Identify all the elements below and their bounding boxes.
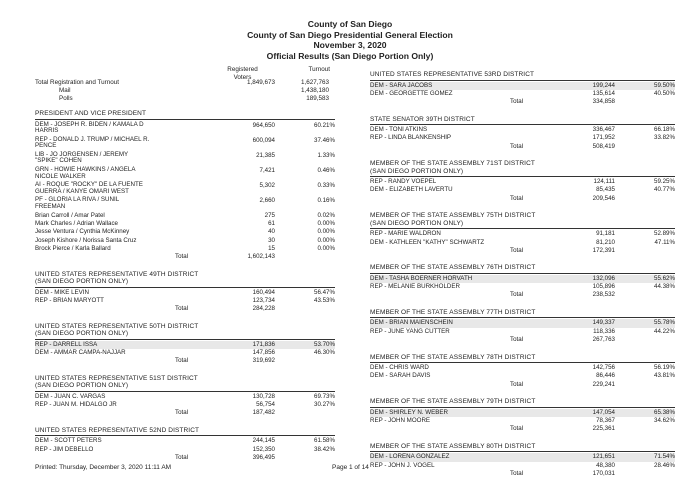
candidate-votes: 85,435 (596, 186, 615, 194)
candidate-percent: 0.16% (317, 197, 335, 205)
candidate-votes: 15 (268, 244, 275, 252)
candidate-percent: 0.00% (317, 219, 335, 227)
candidate-votes: 130,728 (252, 392, 275, 400)
total-row (35, 454, 335, 463)
right-column (370, 71, 675, 487)
candidate-votes: 123,734 (252, 296, 275, 304)
candidate-percent: 55.62% (654, 274, 675, 282)
contest-section (370, 212, 675, 255)
contest-section (370, 160, 675, 203)
candidate-name: PF - GLORIA LA RIVA / SUNIL FREEMAN (35, 196, 120, 211)
candidate-votes: 118,336 (593, 327, 615, 335)
candidate-row (370, 319, 675, 327)
candidate-row (370, 372, 675, 380)
candidate-name: REP - JOHN J. VOGEL (370, 461, 435, 469)
candidate-votes: 152,350 (252, 445, 275, 453)
candidate-votes: 275 (264, 211, 275, 219)
total-row (370, 425, 675, 434)
candidate-name: DEM - SCOTT PETERS (35, 437, 102, 445)
total-votes: 229,241 (592, 380, 615, 388)
candidate-name: DEM - LORENA GONZALEZ (370, 453, 450, 461)
total-row (370, 195, 675, 204)
candidate-row (370, 126, 675, 134)
candidate-name: REP - MARIE WALDRON (370, 230, 441, 238)
candidate-row (35, 245, 335, 253)
total-label: Total (175, 357, 189, 365)
candidate-name: DEM - JOSEPH R. BIDEN / KAMALA D HARRIS (35, 120, 144, 135)
candidate-row (370, 90, 675, 98)
total-row (370, 470, 675, 479)
total-row (35, 409, 335, 418)
candidate-row (35, 228, 335, 236)
total-row (35, 253, 335, 262)
candidate-row (370, 186, 675, 194)
candidate-name: REP - DARRELL ISSA (35, 340, 98, 348)
candidate-percent: 0.02% (317, 211, 335, 219)
total-votes: 172,391 (592, 246, 615, 254)
total-votes: 319,692 (252, 357, 275, 365)
candidate-percent: 40.50% (654, 89, 675, 97)
candidate-percent: 43.53% (314, 296, 335, 304)
contest-section (35, 110, 335, 262)
contest-title: MEMBER OF THE STATE ASSEMBLY 79TH DISTRICT (370, 398, 675, 408)
candidate-votes: 61 (268, 219, 275, 227)
candidate-percent: 28.46% (654, 461, 675, 469)
contest-section (35, 375, 335, 418)
candidate-row (370, 364, 675, 372)
contest-title: MEMBER OF THE STATE ASSEMBLY 76TH DISTRICT (370, 264, 675, 274)
candidate-name: DEM - SARAH DAVIS (370, 372, 431, 380)
registered-voters-header: Registered Voters (227, 66, 258, 81)
turnout-value: 189,583 (306, 95, 329, 102)
candidate-percent: 53.70% (314, 340, 335, 348)
contest-title: MEMBER OF THE STATE ASSEMBLY 75TH DISTRICT (SAN DIEGO PORTION ONLY) (370, 212, 675, 229)
candidate-votes: 142,756 (592, 364, 615, 372)
total-label: Total (510, 194, 524, 202)
candidate-percent: 65.38% (654, 408, 675, 416)
report-header (0, 19, 700, 61)
candidate-name: GRN - HOWIE HAWKINS / ANGELA NICOLE WALKER (35, 166, 136, 180)
candidate-percent: 59.25% (654, 178, 675, 186)
total-row (370, 143, 675, 152)
total-label: Total (510, 425, 524, 433)
candidate-votes: 5,302 (259, 182, 275, 190)
candidate-name: Joseph Kishore / Norissa Santa Cruz (35, 236, 137, 244)
candidate-name: REP - DONALD J. TRUMP / MICHAEL R. PENCE (35, 135, 150, 150)
candidate-row (35, 121, 335, 136)
election-title: County of San Diego Presidential General Election (247, 29, 453, 40)
candidate-row (370, 462, 675, 470)
left-contests (35, 110, 335, 462)
candidate-row (370, 417, 675, 425)
turnout-header: Turnout (308, 66, 330, 73)
contest-title: UNITED STATES REPRESENTATIVE 52ND DISTRICT (35, 427, 335, 437)
total-votes: 187,482 (252, 409, 275, 417)
contest-section (35, 427, 335, 463)
candidate-name: Brock Pierce / Karla Ballard (35, 244, 111, 252)
candidate-votes: 147,054 (592, 408, 615, 416)
candidate-row (370, 409, 675, 417)
total-label: Total (510, 98, 524, 106)
candidate-row (370, 82, 675, 90)
candidate-name: DEM - JUAN C. VARGAS (35, 392, 106, 400)
candidate-votes: 91,181 (596, 230, 615, 238)
contest-title: STATE SENATOR 39TH DISTRICT (370, 116, 675, 126)
printed-timestamp: Printed: Thursday, December 3, 2020 11:11 AM (35, 464, 172, 471)
total-row (370, 247, 675, 256)
candidate-votes: 48,380 (596, 461, 615, 469)
candidate-name: REP - BRIAN MARYOTT (35, 296, 104, 304)
contest-section (370, 443, 675, 479)
candidate-percent: 55.78% (654, 319, 675, 327)
candidate-votes: 199,244 (592, 81, 615, 89)
candidate-name: DEM - TONI ATKINS (370, 126, 428, 134)
total-votes: 1,602,143 (247, 253, 275, 261)
candidate-name: DEM - ELIZABETH LAVERTU (370, 186, 453, 194)
total-label: Total (510, 469, 524, 477)
candidate-name: DEM - SHIRLEY N. WEBER (370, 408, 448, 416)
candidate-row (35, 446, 335, 454)
contest-title: MEMBER OF THE STATE ASSEMBLY 78TH DISTRICT (370, 354, 675, 364)
page-number: Page 1 of 14 (332, 464, 369, 471)
candidate-percent: 56.19% (654, 364, 675, 372)
candidate-votes: 21,385 (256, 151, 275, 159)
candidate-percent: 60.21% (314, 121, 335, 129)
candidate-row (35, 220, 335, 228)
candidate-votes: 124,111 (593, 178, 615, 186)
candidate-percent: 44.38% (654, 283, 675, 291)
total-votes: 170,031 (592, 469, 615, 477)
candidate-percent: 40.77% (654, 186, 675, 194)
candidate-row (370, 230, 675, 238)
contest-section (370, 354, 675, 390)
total-label: Total (510, 291, 524, 299)
candidate-name: DEM - TASHA BOERNER HORVATH (370, 274, 473, 282)
contest-section (370, 398, 675, 434)
candidate-row (370, 328, 675, 336)
candidate-row (370, 134, 675, 142)
candidate-row (370, 283, 675, 291)
candidate-votes: 2,660 (259, 197, 275, 205)
candidate-votes: 171,952 (592, 134, 615, 142)
left-column (35, 66, 335, 471)
contest-title: UNITED STATES REPRESENTATIVE 53RD DISTRICT (370, 71, 675, 81)
contest-title: UNITED STATES REPRESENTATIVE 50TH DISTRICT (SAN DIEGO PORTION ONLY) (35, 323, 335, 340)
candidate-name: REP - JIM DEBELLO (35, 445, 94, 453)
candidate-percent: 59.50% (654, 81, 675, 89)
candidate-row (35, 166, 335, 181)
candidate-votes: 121,651 (592, 453, 615, 461)
registered-voters-value: 1,849,673 (246, 79, 275, 86)
candidate-name: DEM - GEORGETTE GÓMEZ (370, 89, 453, 97)
total-votes: 508,419 (592, 142, 615, 150)
total-votes: 209,546 (592, 194, 615, 202)
candidate-votes: 30 (268, 236, 275, 244)
candidate-name: REP - LINDA BLANKENSHIP (370, 134, 452, 142)
candidate-row (35, 349, 335, 357)
total-label: Total (175, 409, 189, 417)
candidate-votes: 964,650 (252, 121, 275, 129)
candidate-name: Jesse Ventura / Cynthia McKinney (35, 228, 130, 236)
candidate-name: DEM - MIKE LEVIN (35, 288, 89, 296)
candidate-row (35, 196, 335, 211)
candidate-name: DEM - BRIAN MAIENSCHEIN (370, 319, 453, 327)
candidate-votes: 78,367 (596, 416, 615, 424)
candidate-votes: 171,836 (252, 340, 275, 348)
candidate-percent: 38.42% (314, 445, 335, 453)
contest-section (35, 323, 335, 366)
candidate-votes: 81,210 (596, 238, 615, 246)
candidate-percent: 46.30% (314, 349, 335, 356)
contest-title: UNITED STATES REPRESENTATIVE 51ST DISTRICT (SAN DIEGO PORTION ONLY) (35, 375, 335, 392)
candidate-row (370, 453, 675, 461)
candidate-percent: 0.00% (317, 244, 335, 252)
candidate-row (35, 393, 335, 401)
candidate-name: DEM - KATHLEEN "KATHY" SCHWARTZ (370, 238, 485, 246)
contest-title: MEMBER OF THE STATE ASSEMBLY 77TH DISTRICT (370, 309, 675, 319)
registration-label: Mail (59, 87, 71, 94)
candidate-row (35, 437, 335, 445)
candidate-name: REP - RANDY VOEPEL (370, 178, 437, 186)
candidate-name: LIB - JO JORGENSEN / JEREMY "SPIKE" COHEN (35, 150, 129, 165)
contest-section (370, 264, 675, 300)
contest-section (370, 309, 675, 345)
candidate-votes: 86,446 (596, 372, 615, 380)
candidate-row (35, 237, 335, 245)
total-label: Total (510, 380, 524, 388)
results-subtitle: Official Results (San Diego Portion Only) (266, 50, 434, 61)
total-label: Total (175, 305, 189, 313)
total-row (370, 98, 675, 107)
candidate-percent: 1.33% (317, 151, 335, 159)
total-votes: 396,495 (252, 453, 275, 461)
candidate-name: DEM - CHRIS WARD (370, 364, 429, 372)
candidate-percent: 33.82% (654, 134, 675, 142)
candidate-row (35, 297, 335, 305)
candidate-name: AI - ROQUE "ROCKY" DE LA FUENTE GUERRA / KANYE OMARI WEST (35, 181, 143, 195)
registration-row (35, 87, 335, 95)
contest-section (370, 116, 675, 152)
candidate-percent: 61.58% (314, 437, 335, 445)
total-votes: 284,228 (252, 305, 275, 313)
registration-row (35, 95, 335, 103)
candidate-row (35, 181, 335, 196)
turnout-value: 1,627,763 (300, 79, 329, 86)
candidate-row (35, 401, 335, 409)
contest-title: PRESIDENT AND VICE PRESIDENT (35, 110, 335, 120)
candidate-name: REP - JUAN M. HIDALGO JR (35, 401, 117, 409)
total-label: Total (175, 453, 189, 461)
total-label: Total (510, 336, 524, 344)
contest-section (35, 271, 335, 314)
total-label: Total (510, 142, 524, 150)
total-row (370, 291, 675, 300)
candidate-votes: 105,896 (592, 283, 615, 291)
candidate-row (370, 178, 675, 186)
candidate-name: REP - MELANIE BURKHOLDER (370, 283, 460, 291)
candidate-percent: 34.62% (654, 416, 675, 424)
candidate-name: Mark Charles / Adrian Wallace (35, 219, 118, 227)
candidate-percent: 30.27% (314, 401, 335, 409)
candidate-row (370, 275, 675, 283)
registration-label: Total Registration and Turnout (35, 79, 120, 86)
candidate-row (35, 151, 335, 166)
candidate-percent: 47.11% (654, 238, 675, 246)
total-label: Total (175, 253, 189, 261)
registration-row (35, 79, 335, 87)
candidate-votes: 7,421 (259, 167, 275, 175)
total-votes: 267,763 (592, 336, 615, 344)
candidate-name: DEM - SARA JACOBS (370, 81, 433, 89)
candidate-percent: 0.33% (317, 182, 335, 190)
candidate-votes: 160,494 (252, 288, 275, 296)
candidate-row (370, 239, 675, 247)
candidate-row (35, 289, 335, 297)
total-votes: 238,532 (592, 291, 615, 299)
candidate-votes: 147,856 (252, 349, 275, 356)
contest-title: UNITED STATES REPRESENTATIVE 49TH DISTRICT (SAN DIEGO PORTION ONLY) (35, 271, 335, 288)
registration-label: Polls (59, 95, 73, 102)
total-row (370, 381, 675, 390)
candidate-percent: 44.22% (654, 327, 675, 335)
candidate-votes: 336,467 (592, 126, 615, 134)
candidate-name: REP - JUNE YANG CUTTER (370, 327, 450, 335)
candidate-percent: 37.46% (314, 136, 335, 144)
candidate-percent: 0.00% (317, 236, 335, 244)
candidate-votes: 40 (268, 228, 275, 236)
candidate-percent: 56.47% (314, 288, 335, 296)
candidate-votes: 244,145 (252, 437, 275, 445)
candidate-row (35, 341, 335, 349)
candidate-percent: 69.73% (314, 392, 335, 400)
county-title: County of San Diego (307, 19, 393, 29)
election-date: November 3, 2020 (313, 40, 387, 50)
candidate-percent: 43.81% (654, 372, 675, 380)
contest-section (370, 71, 675, 107)
total-label: Total (510, 246, 524, 254)
contest-title: MEMBER OF THE STATE ASSEMBLY 71ST DISTRICT (SAN DIEGO PORTION ONLY) (370, 160, 675, 177)
total-votes: 334,858 (592, 98, 615, 106)
candidate-votes: 149,337 (592, 319, 615, 327)
candidate-row (35, 212, 335, 220)
total-votes: 225,361 (592, 425, 615, 433)
right-contests (370, 71, 675, 478)
total-row (35, 305, 335, 314)
candidate-percent: 52.89% (654, 230, 675, 238)
candidate-name: REP - JOHN MOORE (370, 416, 431, 424)
candidate-name: Brian Carroll / Amar Patel (35, 211, 105, 219)
candidate-percent: 66.18% (654, 126, 675, 134)
total-row (35, 357, 335, 366)
candidate-votes: 132,096 (592, 274, 615, 282)
contest-title: MEMBER OF THE STATE ASSEMBLY 80TH DISTRICT (370, 443, 675, 453)
registration-block (35, 66, 335, 110)
candidate-votes: 135,614 (592, 89, 615, 97)
candidate-percent: 71.54% (654, 453, 675, 461)
candidate-row (35, 136, 335, 151)
turnout-value: 1,438,180 (300, 87, 329, 94)
total-row (370, 336, 675, 345)
candidate-votes: 600,094 (252, 136, 275, 144)
candidate-name: DEM - AMMAR CAMPA-NAJJAR (35, 349, 126, 356)
candidate-percent: 0.46% (317, 167, 335, 175)
candidate-votes: 56,754 (256, 401, 275, 409)
candidate-percent: 0.00% (317, 228, 335, 236)
